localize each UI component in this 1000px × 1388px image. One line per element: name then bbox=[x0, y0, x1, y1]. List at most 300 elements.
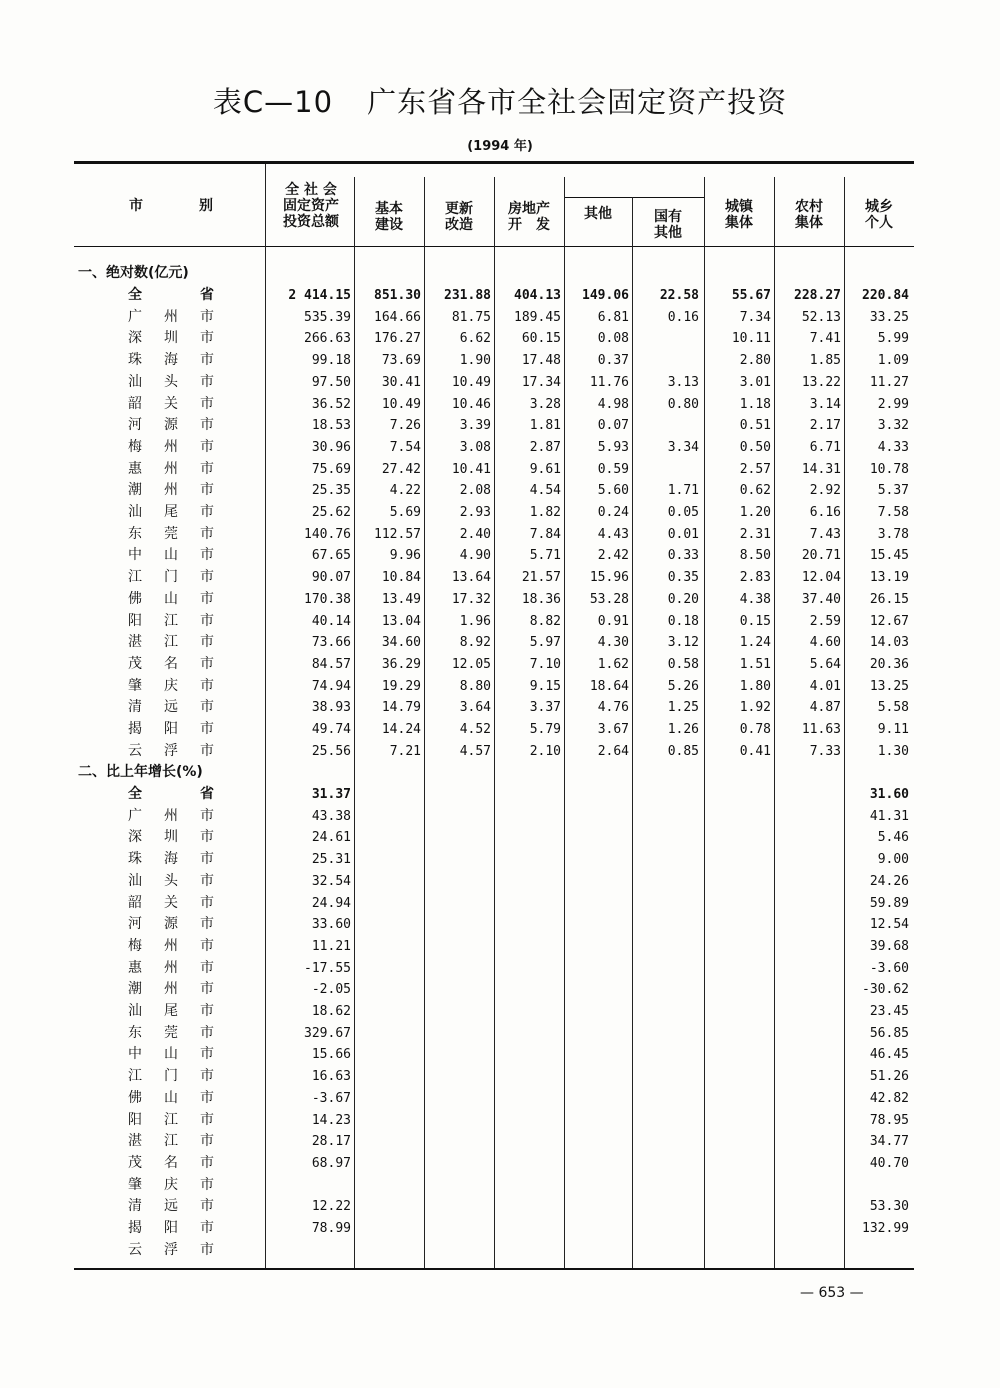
cell-capital: 4.22 bbox=[389, 483, 421, 499]
cell-total: 18.62 bbox=[311, 1004, 351, 1019]
cell-realestate: 8.82 bbox=[529, 613, 561, 629]
city-name: 全 省 bbox=[128, 287, 214, 303]
cell-rural-collective: 6.71 bbox=[809, 439, 841, 455]
cell-urban-collective: 2.80 bbox=[739, 353, 771, 369]
cell-realestate: 5.79 bbox=[529, 722, 561, 737]
cell-individual: 5.58 bbox=[877, 700, 909, 716]
cell-individual: 132.99 bbox=[862, 1221, 909, 1236]
cell-capital: 73.69 bbox=[381, 353, 421, 369]
cell-total: 78.99 bbox=[311, 1221, 351, 1236]
table-row bbox=[0, 914, 1000, 936]
table-row bbox=[0, 827, 1000, 849]
table-row bbox=[0, 567, 1000, 589]
cell-total: 74.94 bbox=[311, 678, 351, 694]
city-name: 湛 江 市 bbox=[128, 634, 214, 651]
cell-other: 0.24 bbox=[597, 505, 629, 520]
table-row bbox=[0, 1110, 1000, 1132]
city-name: 梅 州 市 bbox=[128, 438, 214, 455]
cell-total: 38.93 bbox=[311, 700, 351, 716]
table-row bbox=[0, 480, 1000, 502]
cell-renewal: 4.52 bbox=[459, 722, 491, 737]
cell-total: 14.23 bbox=[311, 1112, 351, 1128]
cell-other: 53.28 bbox=[589, 591, 629, 607]
cell-renewal: 6.62 bbox=[459, 331, 491, 347]
cell-capital: 27.42 bbox=[381, 461, 421, 477]
cell-capital: 164.66 bbox=[374, 309, 421, 325]
cell-renewal: 3.64 bbox=[459, 700, 491, 716]
cell-rural-collective: 6.16 bbox=[809, 505, 841, 520]
cell-realestate: 9.61 bbox=[529, 461, 561, 477]
table-title-text: 广东省各市全社会固定资产投资 bbox=[367, 85, 788, 119]
cell-urban-collective: 3.01 bbox=[739, 374, 771, 390]
cell-other: 2.64 bbox=[597, 743, 629, 759]
cell-capital: 5.69 bbox=[389, 505, 421, 520]
city-name: 韶 关 市 bbox=[128, 894, 214, 911]
other-span-rule bbox=[564, 197, 704, 198]
cell-total: 36.52 bbox=[311, 396, 351, 412]
cell-urban-collective: 0.51 bbox=[739, 418, 771, 434]
cell-urban-collective: 1.20 bbox=[739, 505, 771, 520]
cell-other: 5.60 bbox=[597, 483, 629, 499]
cell-total: -2.05 bbox=[311, 982, 351, 998]
table-row bbox=[0, 437, 1000, 459]
table-row bbox=[0, 1066, 1000, 1088]
cell-realestate: 17.48 bbox=[521, 353, 561, 369]
table-row bbox=[0, 415, 1000, 437]
cell-individual: 2.99 bbox=[877, 396, 909, 412]
cell-realestate: 9.15 bbox=[529, 678, 561, 694]
city-name: 潮 州 市 bbox=[128, 981, 214, 998]
header-total: 全 社 会 固定资产 投资总额 bbox=[283, 182, 339, 230]
cell-other: 0.07 bbox=[597, 418, 629, 434]
cell-other: 15.96 bbox=[589, 570, 629, 586]
table-row bbox=[0, 307, 1000, 329]
cell-capital: 10.49 bbox=[381, 396, 421, 412]
city-name: 河 源 市 bbox=[128, 417, 214, 434]
table-row bbox=[0, 697, 1000, 719]
cell-renewal: 81.75 bbox=[451, 309, 491, 325]
cell-total: 73.66 bbox=[311, 635, 351, 651]
city-name: 珠 海 市 bbox=[128, 352, 214, 369]
cell-urban-collective: 10.11 bbox=[731, 331, 771, 347]
cell-capital: 10.84 bbox=[381, 570, 421, 586]
header-state-other: 国有 其他 bbox=[654, 209, 682, 241]
cell-individual: 26.15 bbox=[869, 591, 909, 607]
cell-individual: 3.32 bbox=[877, 418, 909, 434]
city-name: 惠 州 市 bbox=[128, 460, 214, 477]
cell-capital: 9.96 bbox=[389, 548, 421, 564]
cell-urban-collective: 0.41 bbox=[739, 743, 771, 759]
cell-rural-collective: 1.85 bbox=[809, 353, 841, 369]
cell-renewal: 10.49 bbox=[451, 374, 491, 390]
cell-rural-collective: 12.04 bbox=[801, 570, 841, 586]
header-individual: 城乡 个人 bbox=[865, 199, 893, 231]
cell-rural-collective: 14.31 bbox=[801, 461, 841, 477]
cell-individual: 10.78 bbox=[869, 461, 909, 477]
table-row bbox=[0, 958, 1000, 980]
cell-individual: -30.62 bbox=[862, 982, 909, 998]
cell-total: 140.76 bbox=[304, 526, 351, 542]
cell-individual: 220.84 bbox=[862, 288, 909, 303]
cell-capital: 7.54 bbox=[389, 439, 421, 455]
cell-other: 4.43 bbox=[597, 526, 629, 542]
cell-urban-collective: 0.78 bbox=[739, 722, 771, 737]
table-row bbox=[0, 893, 1000, 915]
city-name: 汕 头 市 bbox=[128, 872, 214, 889]
table-row bbox=[0, 871, 1000, 893]
cell-individual: 3.78 bbox=[877, 526, 909, 542]
cell-urban-collective: 2.83 bbox=[739, 570, 771, 586]
cell-rural-collective: 2.17 bbox=[809, 418, 841, 434]
cell-total: 2 414.15 bbox=[288, 288, 351, 303]
cell-renewal: 4.57 bbox=[459, 743, 491, 759]
cell-rural-collective: 3.14 bbox=[809, 396, 841, 412]
cell-renewal: 4.90 bbox=[459, 548, 491, 564]
cell-renewal: 2.08 bbox=[459, 483, 491, 499]
table-row bbox=[0, 979, 1000, 1001]
city-name: 佛 山 市 bbox=[128, 590, 214, 607]
cell-individual: 9.11 bbox=[877, 722, 909, 737]
city-name: 茂 名 市 bbox=[128, 1154, 214, 1171]
cell-other: 0.59 bbox=[597, 461, 629, 477]
cell-realestate: 5.71 bbox=[529, 548, 561, 564]
table-row bbox=[0, 784, 1000, 806]
table-row bbox=[0, 328, 1000, 350]
cell-rural-collective: 7.41 bbox=[809, 331, 841, 347]
cell-total: 67.65 bbox=[311, 548, 351, 564]
cell-individual: 40.70 bbox=[869, 1155, 909, 1171]
city-name: 云 浮 市 bbox=[128, 742, 214, 759]
cell-total: 18.53 bbox=[311, 418, 351, 434]
cell-individual: 12.67 bbox=[869, 613, 909, 629]
city-name: 汕 尾 市 bbox=[128, 504, 214, 520]
city-name: 江 门 市 bbox=[128, 1068, 214, 1085]
cell-renewal: 8.80 bbox=[459, 678, 491, 694]
cell-total: 25.31 bbox=[311, 852, 351, 868]
cell-rural-collective: 11.63 bbox=[801, 722, 841, 737]
table-row bbox=[0, 394, 1000, 416]
cell-total: 25.35 bbox=[311, 483, 351, 499]
table-row bbox=[0, 849, 1000, 871]
cell-individual: 56.85 bbox=[869, 1025, 909, 1041]
cell-realestate: 7.10 bbox=[529, 656, 561, 672]
cell-realestate: 1.81 bbox=[529, 418, 561, 434]
section-absolute: 一、绝对数(亿元) bbox=[78, 265, 189, 281]
cell-individual: 15.45 bbox=[869, 548, 909, 564]
cell-capital: 14.24 bbox=[381, 722, 421, 737]
cell-total: -3.67 bbox=[311, 1090, 351, 1106]
cell-capital: 13.04 bbox=[381, 613, 421, 629]
table-row bbox=[0, 589, 1000, 611]
header-urban-collective: 城镇 集体 bbox=[725, 199, 753, 231]
table-row bbox=[0, 545, 1000, 567]
cell-realestate: 3.37 bbox=[529, 700, 561, 716]
city-name: 东 莞 市 bbox=[128, 1024, 214, 1041]
cell-total: 25.56 bbox=[311, 743, 351, 759]
cell-capital: 36.29 bbox=[381, 656, 421, 672]
cell-rural-collective: 37.40 bbox=[801, 591, 841, 607]
cell-total: 25.62 bbox=[311, 505, 351, 520]
cell-realestate: 404.13 bbox=[514, 288, 561, 303]
header-realestate: 房地产 开 发 bbox=[508, 201, 550, 233]
cell-individual: 31.60 bbox=[869, 787, 909, 802]
cell-state-other: 0.80 bbox=[667, 396, 699, 412]
cell-urban-collective: 0.50 bbox=[739, 439, 771, 455]
cell-state-other: 3.13 bbox=[667, 374, 699, 390]
city-name: 汕 头 市 bbox=[128, 373, 214, 390]
table-row bbox=[0, 676, 1000, 698]
cell-other: 11.76 bbox=[589, 374, 629, 390]
table-row bbox=[0, 611, 1000, 633]
cell-urban-collective: 0.15 bbox=[739, 613, 771, 629]
cell-individual: 5.37 bbox=[877, 483, 909, 499]
cell-individual: 7.58 bbox=[877, 505, 909, 520]
table-row bbox=[0, 632, 1000, 654]
table-row bbox=[0, 719, 1000, 741]
cell-capital: 112.57 bbox=[374, 526, 421, 542]
cell-total: 99.18 bbox=[311, 353, 351, 369]
cell-total: 68.97 bbox=[311, 1155, 351, 1171]
cell-individual: 41.31 bbox=[869, 808, 909, 824]
cell-urban-collective: 8.50 bbox=[739, 548, 771, 564]
cell-rural-collective: 4.60 bbox=[809, 635, 841, 651]
cell-individual: 14.03 bbox=[869, 635, 909, 651]
cell-state-other: 0.33 bbox=[667, 548, 699, 564]
cell-individual: 1.30 bbox=[877, 743, 909, 759]
cell-capital: 176.27 bbox=[374, 331, 421, 347]
cell-state-other: 0.05 bbox=[667, 505, 699, 520]
cell-urban-collective: 1.80 bbox=[739, 678, 771, 694]
table-row bbox=[0, 1153, 1000, 1175]
cell-total: 24.94 bbox=[311, 895, 351, 911]
city-name: 汕 尾 市 bbox=[128, 1003, 214, 1019]
cell-renewal: 3.08 bbox=[459, 439, 491, 455]
cell-total: 30.96 bbox=[311, 439, 351, 455]
table-row bbox=[0, 1044, 1000, 1066]
cell-total: 49.74 bbox=[311, 722, 351, 737]
header-capital: 基本 建设 bbox=[375, 201, 403, 233]
cell-total: 329.67 bbox=[304, 1025, 351, 1041]
cell-total: 43.38 bbox=[311, 808, 351, 824]
cell-state-other: 0.18 bbox=[667, 613, 699, 629]
cell-state-other: 3.34 bbox=[667, 439, 699, 455]
cell-rural-collective: 228.27 bbox=[794, 288, 841, 303]
cell-renewal: 1.90 bbox=[459, 353, 491, 369]
cell-state-other: 1.26 bbox=[667, 722, 699, 737]
header-city: 市 别 bbox=[129, 198, 213, 214]
cell-urban-collective: 1.51 bbox=[739, 656, 771, 672]
cell-total: 170.38 bbox=[304, 591, 351, 607]
cell-other: 0.91 bbox=[597, 613, 629, 629]
table-row bbox=[0, 1131, 1000, 1153]
cell-individual: 20.36 bbox=[869, 656, 909, 672]
cell-individual: 1.09 bbox=[877, 353, 909, 369]
cell-rural-collective: 5.64 bbox=[809, 656, 841, 672]
table-row bbox=[0, 1175, 1000, 1197]
table-row bbox=[0, 936, 1000, 958]
cell-other: 4.30 bbox=[597, 635, 629, 651]
cell-total: 40.14 bbox=[311, 613, 351, 629]
city-name: 东 莞 市 bbox=[128, 525, 214, 542]
table-row bbox=[0, 350, 1000, 372]
table-row bbox=[0, 806, 1000, 828]
cell-individual: -3.60 bbox=[869, 960, 909, 976]
table-row bbox=[0, 459, 1000, 481]
city-name: 深 圳 市 bbox=[128, 330, 214, 347]
cell-individual: 42.82 bbox=[869, 1090, 909, 1106]
city-name: 广 州 市 bbox=[128, 807, 214, 824]
cell-total: 31.37 bbox=[311, 787, 351, 802]
table-row bbox=[0, 654, 1000, 676]
cell-total: -17.55 bbox=[304, 960, 351, 976]
table-code: 表C—10 bbox=[212, 85, 334, 119]
cell-urban-collective: 4.38 bbox=[739, 591, 771, 607]
cell-individual: 9.00 bbox=[877, 852, 909, 868]
cell-renewal: 3.39 bbox=[459, 418, 491, 434]
city-name: 中 山 市 bbox=[128, 1046, 214, 1063]
cell-individual: 5.99 bbox=[877, 331, 909, 347]
city-name: 深 圳 市 bbox=[128, 829, 214, 846]
cell-realestate: 5.97 bbox=[529, 635, 561, 651]
cell-individual: 13.25 bbox=[869, 678, 909, 694]
cell-individual: 34.77 bbox=[869, 1134, 909, 1150]
cell-rural-collective: 13.22 bbox=[801, 374, 841, 390]
city-name: 肇 庆 市 bbox=[128, 1176, 214, 1193]
cell-total: 266.63 bbox=[304, 331, 351, 347]
cell-state-other: 1.71 bbox=[667, 483, 699, 499]
cell-capital: 19.29 bbox=[381, 678, 421, 694]
cell-other: 18.64 bbox=[589, 678, 629, 694]
cell-state-other: 1.25 bbox=[667, 700, 699, 716]
cell-capital: 7.21 bbox=[389, 743, 421, 759]
cell-other: 5.93 bbox=[597, 439, 629, 455]
cell-individual: 4.33 bbox=[877, 439, 909, 455]
cell-capital: 851.30 bbox=[374, 288, 421, 303]
table-row bbox=[0, 1218, 1000, 1240]
cell-other: 149.06 bbox=[582, 288, 629, 303]
table-row bbox=[0, 524, 1000, 546]
cell-individual: 12.54 bbox=[869, 917, 909, 933]
cell-individual: 13.19 bbox=[869, 570, 909, 586]
cell-rural-collective: 2.92 bbox=[809, 483, 841, 499]
city-name: 广 州 市 bbox=[128, 308, 214, 325]
cell-rural-collective: 7.33 bbox=[809, 743, 841, 759]
cell-realestate: 17.34 bbox=[521, 374, 561, 390]
cell-state-other: 0.20 bbox=[667, 591, 699, 607]
cell-urban-collective: 1.18 bbox=[739, 396, 771, 412]
table-row bbox=[0, 1023, 1000, 1045]
city-name: 阳 江 市 bbox=[128, 612, 214, 629]
cell-state-other: 0.35 bbox=[667, 570, 699, 586]
cell-total: 75.69 bbox=[311, 461, 351, 477]
cell-individual: 24.26 bbox=[869, 873, 909, 889]
cell-realestate: 2.87 bbox=[529, 439, 561, 455]
cell-state-other: 0.01 bbox=[667, 526, 699, 542]
city-name: 揭 阳 市 bbox=[128, 1220, 214, 1236]
cell-total: 28.17 bbox=[311, 1134, 351, 1150]
cell-individual: 78.95 bbox=[869, 1112, 909, 1128]
cell-rural-collective: 2.59 bbox=[809, 613, 841, 629]
cell-total: 97.50 bbox=[311, 374, 351, 390]
cell-realestate: 189.45 bbox=[514, 309, 561, 325]
table-row bbox=[0, 1196, 1000, 1218]
city-name: 阳 江 市 bbox=[128, 1111, 214, 1128]
table-row bbox=[0, 741, 1000, 763]
city-name: 揭 阳 市 bbox=[128, 721, 214, 737]
cell-capital: 30.41 bbox=[381, 374, 421, 390]
city-name: 佛 山 市 bbox=[128, 1089, 214, 1106]
cell-other: 6.81 bbox=[597, 309, 629, 325]
table-row bbox=[0, 502, 1000, 524]
cell-realestate: 21.57 bbox=[521, 570, 561, 586]
cell-capital: 7.26 bbox=[389, 418, 421, 434]
cell-realestate: 18.36 bbox=[521, 591, 561, 607]
cell-state-other: 3.12 bbox=[667, 635, 699, 651]
cell-other: 1.62 bbox=[597, 656, 629, 672]
city-name: 肇 庆 市 bbox=[128, 677, 214, 694]
table-row bbox=[0, 1240, 1000, 1262]
city-name: 清 远 市 bbox=[128, 1198, 214, 1215]
cell-capital: 34.60 bbox=[381, 635, 421, 651]
cell-renewal: 2.93 bbox=[459, 505, 491, 520]
city-name: 梅 州 市 bbox=[128, 937, 214, 954]
cell-total: 11.21 bbox=[311, 938, 351, 954]
cell-realestate: 60.15 bbox=[521, 331, 561, 347]
cell-realestate: 3.28 bbox=[529, 396, 561, 412]
cell-individual: 51.26 bbox=[869, 1069, 909, 1085]
cell-renewal: 12.05 bbox=[451, 656, 491, 672]
cell-renewal: 2.40 bbox=[459, 526, 491, 542]
city-name: 云 浮 市 bbox=[128, 1241, 214, 1258]
cell-state-other: 5.26 bbox=[667, 678, 699, 694]
cell-individual: 11.27 bbox=[869, 374, 909, 390]
section-growth: 二、比上年增长(%) bbox=[78, 764, 203, 780]
cell-other: 4.76 bbox=[597, 700, 629, 716]
header-renewal: 更新 改造 bbox=[445, 201, 473, 233]
cell-urban-collective: 0.62 bbox=[739, 483, 771, 499]
cell-urban-collective: 1.92 bbox=[739, 700, 771, 716]
cell-realestate: 7.84 bbox=[529, 526, 561, 542]
cell-individual: 46.45 bbox=[869, 1047, 909, 1063]
cell-individual: 33.25 bbox=[869, 309, 909, 325]
bottom-rule bbox=[74, 1268, 914, 1270]
cell-total: 16.63 bbox=[311, 1069, 351, 1085]
table-row bbox=[0, 1088, 1000, 1110]
cell-total: 15.66 bbox=[311, 1047, 351, 1063]
cell-capital: 14.79 bbox=[381, 700, 421, 716]
cell-renewal: 8.92 bbox=[459, 635, 491, 651]
cell-total: 32.54 bbox=[311, 873, 351, 889]
city-name: 潮 州 市 bbox=[128, 482, 214, 499]
cell-rural-collective: 4.87 bbox=[809, 700, 841, 716]
cell-individual: 5.46 bbox=[877, 830, 909, 846]
cell-individual: 23.45 bbox=[869, 1004, 909, 1019]
cell-renewal: 10.46 bbox=[451, 396, 491, 412]
cell-urban-collective: 2.31 bbox=[739, 526, 771, 542]
cell-urban-collective: 2.57 bbox=[739, 461, 771, 477]
city-name: 清 远 市 bbox=[128, 699, 214, 716]
cell-urban-collective: 7.34 bbox=[739, 309, 771, 325]
cell-other: 4.98 bbox=[597, 396, 629, 412]
cell-realestate: 1.82 bbox=[529, 505, 561, 520]
cell-total: 535.39 bbox=[304, 309, 351, 325]
table-row bbox=[0, 285, 1000, 307]
cell-renewal: 17.32 bbox=[451, 591, 491, 607]
city-name: 湛 江 市 bbox=[128, 1133, 214, 1150]
cell-urban-collective: 55.67 bbox=[731, 288, 771, 303]
cell-total: 33.60 bbox=[311, 917, 351, 933]
cell-total: 24.61 bbox=[311, 830, 351, 846]
